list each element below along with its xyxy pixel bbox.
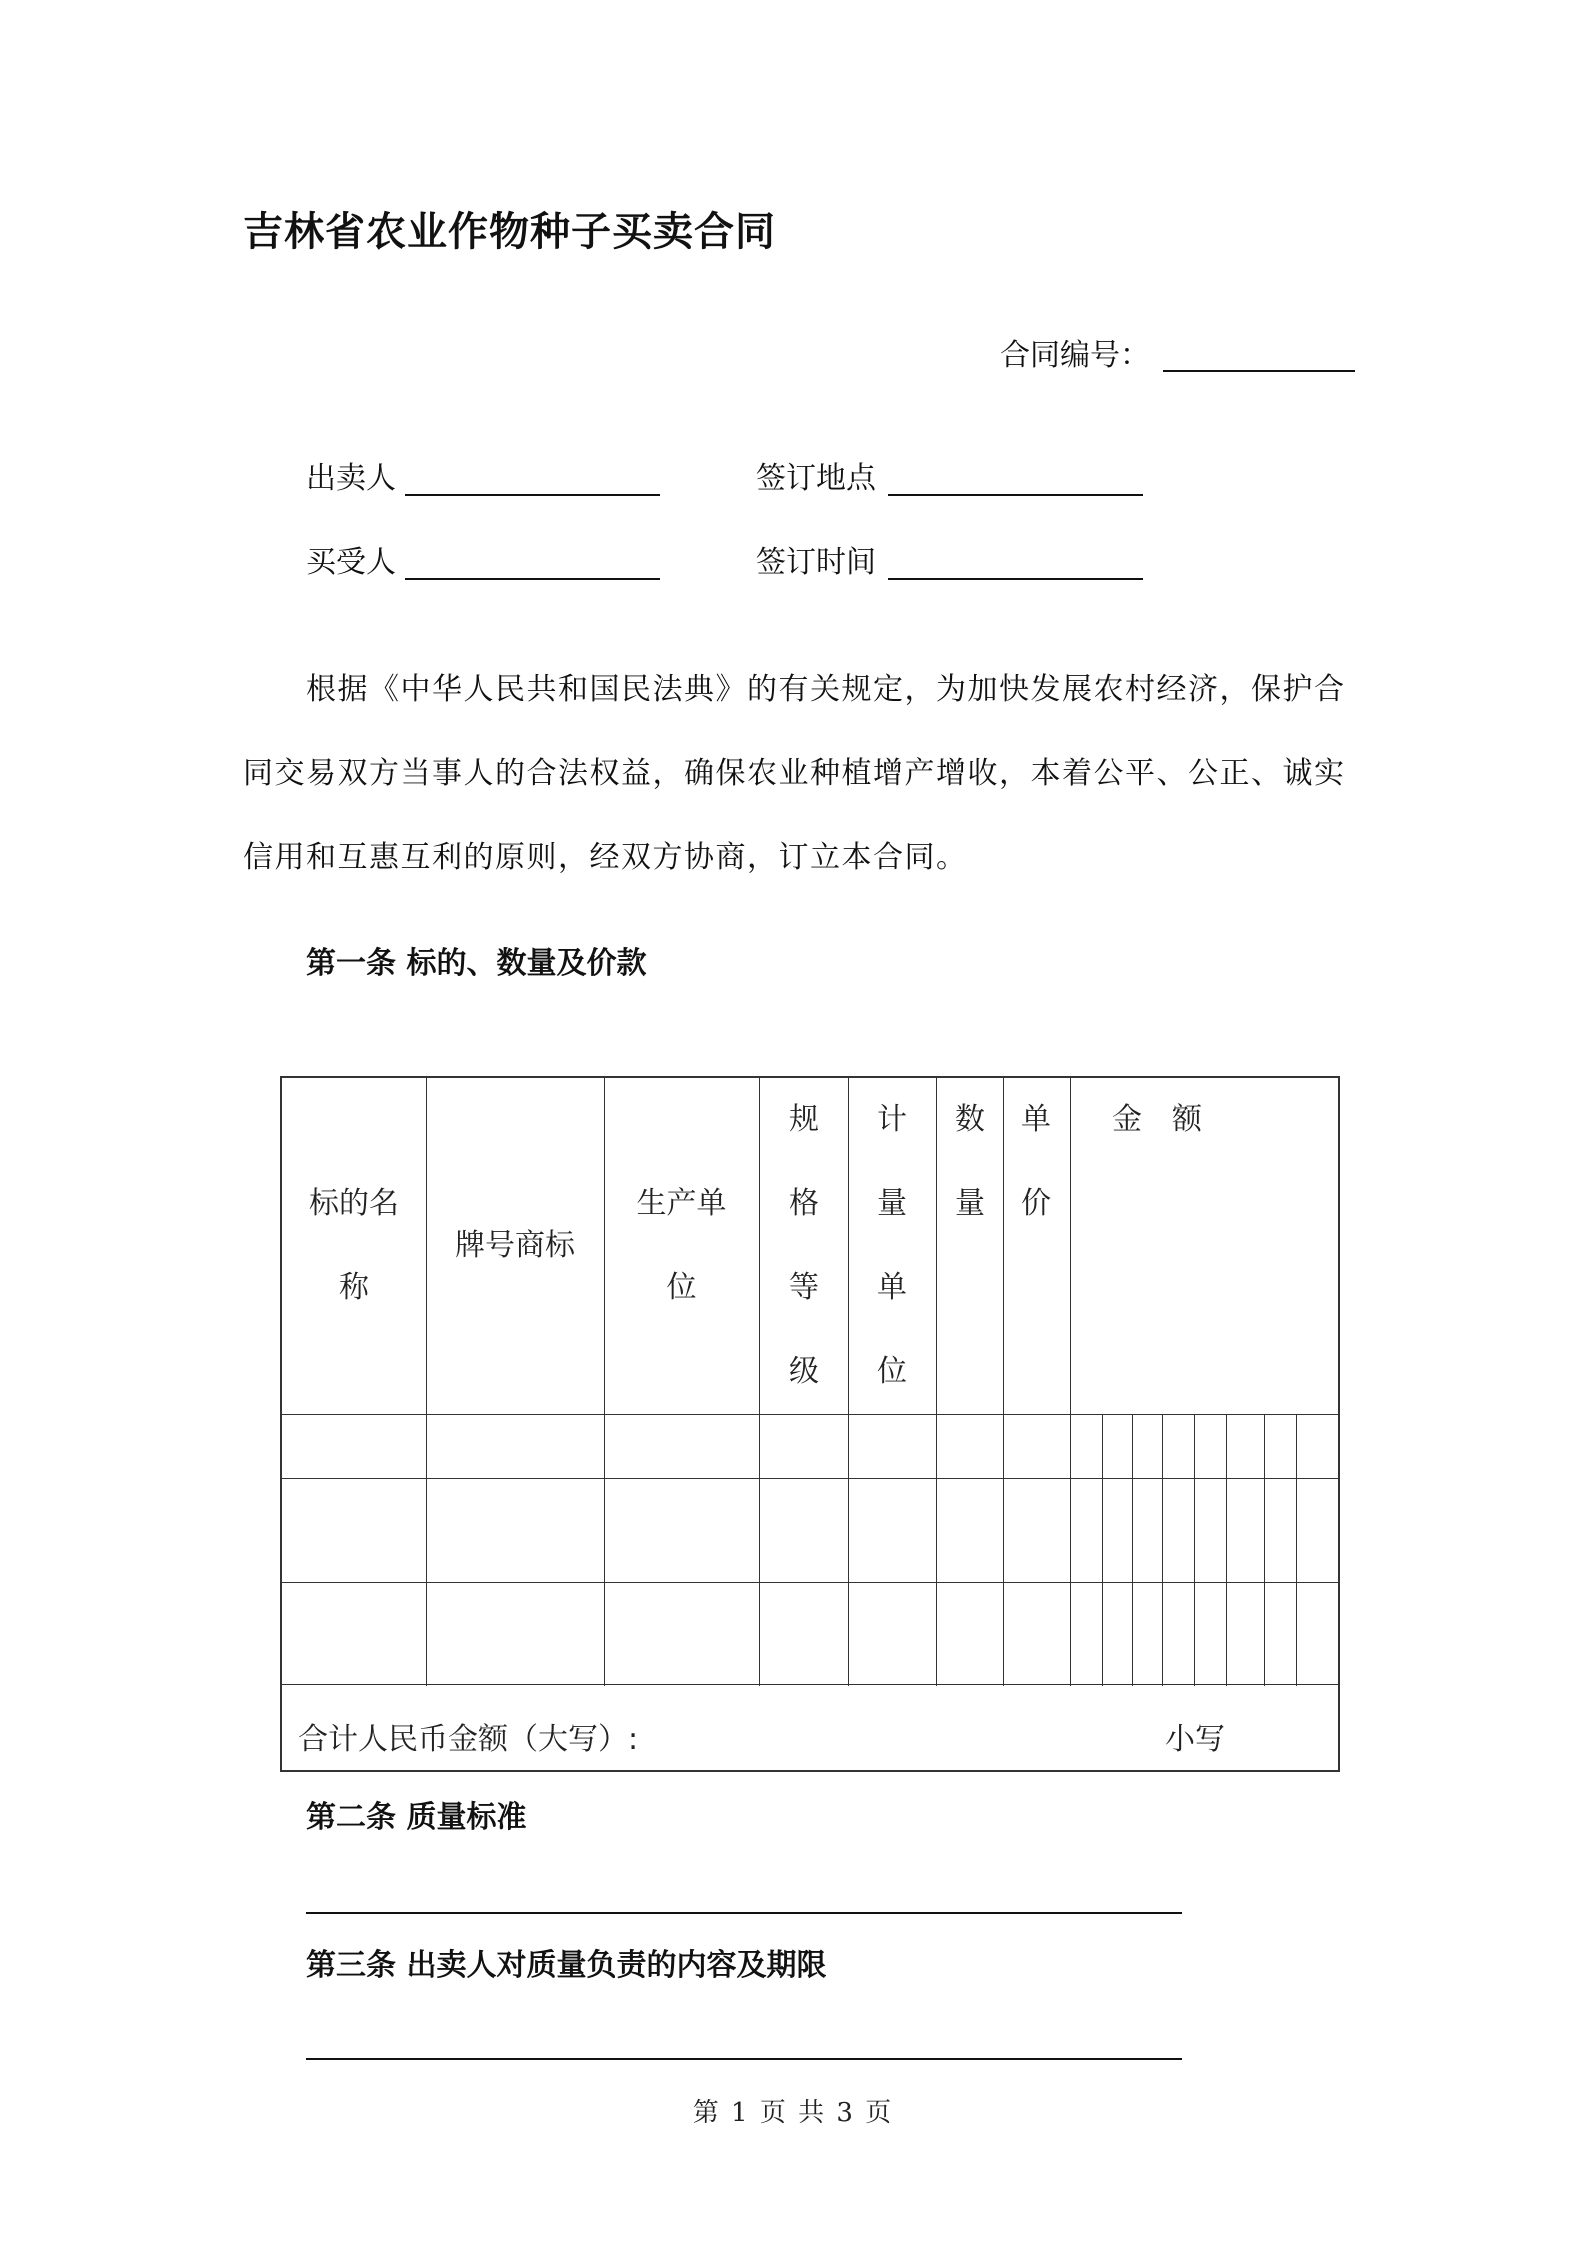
page-number: 第 1 页 共 3 页 — [692, 2098, 894, 2128]
table-row-divider — [282, 1684, 1338, 1685]
signing-time-label: 签订时间 — [756, 545, 876, 580]
table-col-divider — [1070, 1078, 1071, 1686]
signing-place-label: 签订地点 — [756, 461, 876, 496]
signing-place-blank[interactable] — [888, 494, 1143, 496]
amount-digit-divider — [1102, 1414, 1103, 1686]
table-col-divider — [759, 1078, 760, 1686]
header-spec-char: 级 — [789, 1354, 819, 1389]
table-col-divider — [936, 1078, 937, 1686]
quality-liability-blank[interactable] — [306, 2058, 1182, 2060]
seller-label: 出卖人 — [306, 461, 396, 496]
header-quantity — [948, 1078, 992, 1246]
table-col-divider — [426, 1078, 427, 1686]
seller-blank[interactable] — [405, 494, 660, 496]
table-row-divider — [282, 1414, 1338, 1415]
header-unit-char: 单 — [877, 1270, 907, 1305]
header-spec-char: 格 — [789, 1186, 819, 1221]
header-subject-line2: 称 — [339, 1270, 369, 1305]
goods-table — [280, 1076, 1340, 1772]
document-title: 吉林省农业作物种子买卖合同 — [243, 209, 776, 255]
header-unit-price-char: 单 — [1021, 1102, 1051, 1137]
header-producer-line2: 位 — [666, 1270, 697, 1305]
article-2-heading: 第二条 质量标准 — [306, 1800, 527, 1835]
amount-digit-divider — [1162, 1414, 1163, 1686]
contract-number-blank[interactable] — [1163, 370, 1355, 372]
signing-time-blank[interactable] — [888, 578, 1143, 580]
article-3-heading: 第三条 出卖人对质量负责的内容及期限 — [306, 1948, 827, 1983]
buyer-blank[interactable] — [405, 578, 660, 580]
table-col-divider — [848, 1078, 849, 1686]
header-unit-char: 位 — [877, 1354, 907, 1389]
header-spec — [782, 1078, 826, 1414]
table-row-divider — [282, 1478, 1338, 1479]
quality-standard-blank[interactable] — [306, 1912, 1182, 1914]
amount-digit-divider — [1226, 1414, 1227, 1686]
buyer-label: 买受人 — [306, 545, 396, 580]
preamble-line-2: 同交易双方当事人的合法权益，确保农业种植增产增收，本着公平、公正、诚实 — [243, 756, 1346, 791]
preamble-line-1: 根据《中华人民共和国民法典》的有关规定，为加快发展农村经济，保护合 — [306, 672, 1346, 707]
header-quantity-char: 量 — [955, 1186, 985, 1221]
header-unit-char: 量 — [877, 1186, 907, 1221]
table-row-divider — [282, 1582, 1338, 1583]
header-unit-price — [1014, 1078, 1058, 1246]
amount-digit-divider — [1194, 1414, 1195, 1686]
total-lowercase-label: 小写 — [1165, 1722, 1225, 1757]
header-producer-line1: 生产单 — [636, 1186, 727, 1221]
header-brand: 牌号商标 — [455, 1228, 575, 1263]
article-1-heading: 第一条 标的、数量及价款 — [306, 946, 647, 981]
header-unit-char: 计 — [877, 1102, 907, 1137]
total-rmb-uppercase-label: 合计人民币金额（大写）: — [298, 1722, 639, 1757]
header-quantity-char: 数 — [955, 1102, 985, 1137]
header-spec-char: 等 — [789, 1270, 819, 1305]
amount-digit-divider — [1132, 1414, 1133, 1686]
header-subject-line1: 标的名 — [309, 1186, 399, 1221]
amount-digit-divider — [1296, 1414, 1297, 1686]
contract-number-label: 合同编号： — [1000, 338, 1150, 373]
header-unit — [870, 1078, 914, 1414]
header-spec-char: 规 — [789, 1102, 819, 1137]
table-col-divider — [1003, 1078, 1004, 1686]
preamble-line-3: 信用和互惠互利的原则，经双方协商，订立本合同。 — [243, 840, 968, 875]
amount-digit-divider — [1264, 1414, 1265, 1686]
header-unit-price-char: 价 — [1021, 1186, 1051, 1221]
header-amount: 金 额 — [1112, 1102, 1202, 1137]
